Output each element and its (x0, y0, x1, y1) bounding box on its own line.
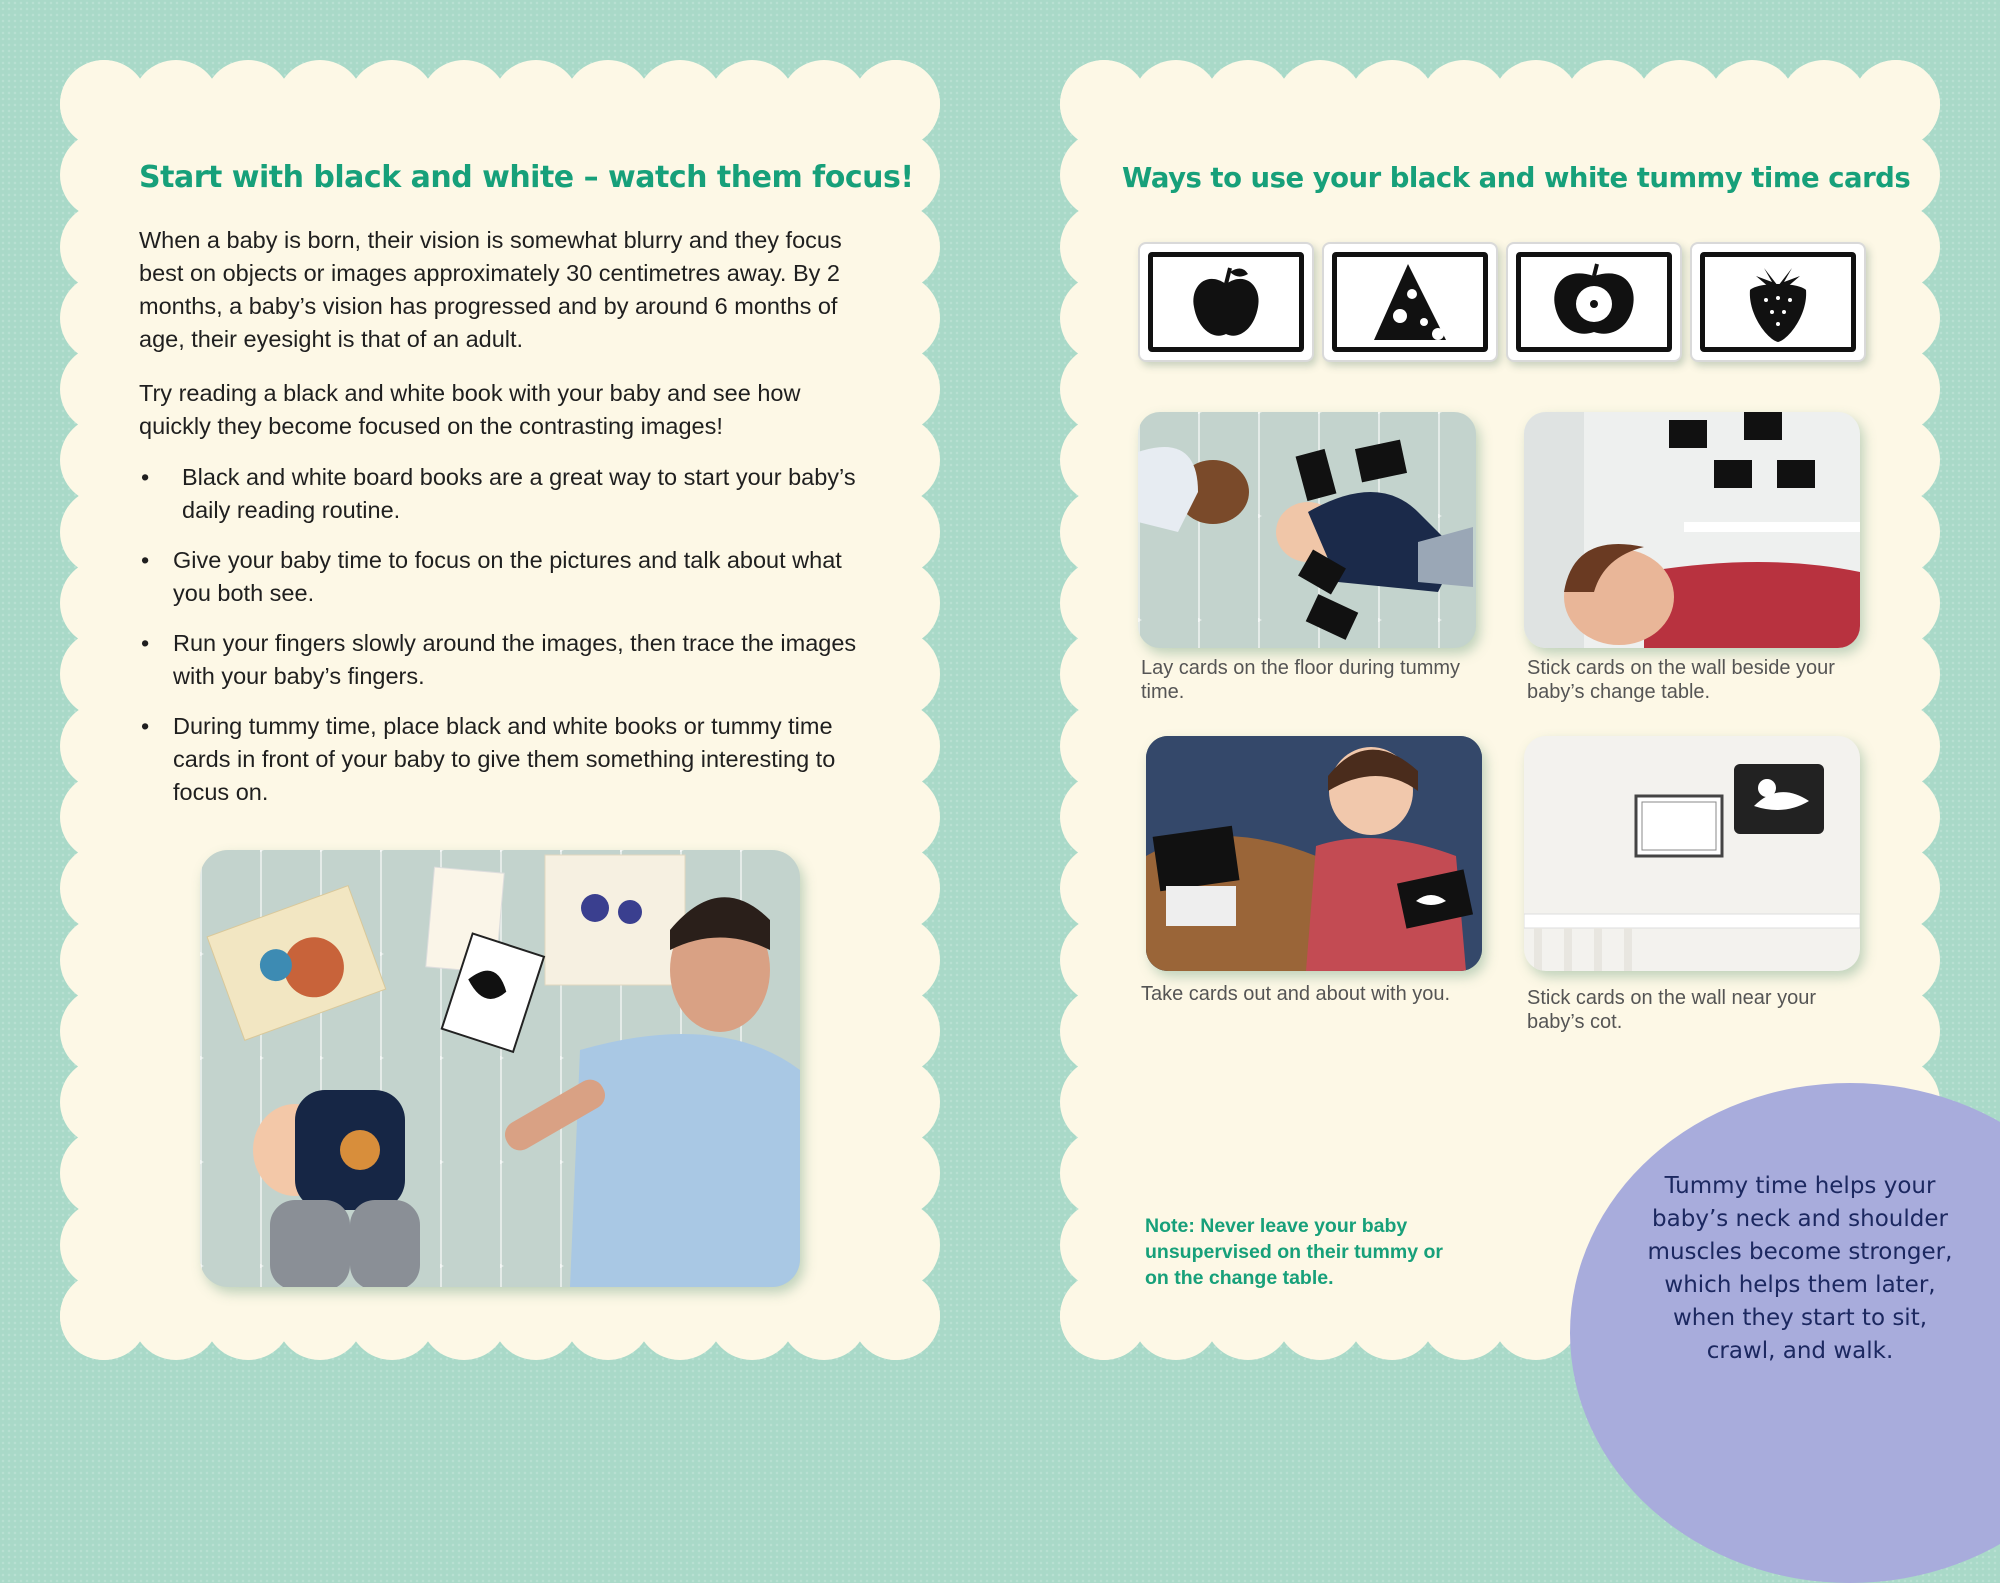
apple-card (1138, 242, 1314, 362)
wall-cot-photo (1524, 736, 1860, 971)
list-item (139, 461, 879, 527)
safety-note: Note: Never leave your baby unsupervised on their tummy or on the change table. (1145, 1215, 1443, 1289)
list-item (139, 627, 879, 693)
list-item (139, 710, 879, 809)
caption-cot: Stick cards on the wall near your baby’s cot. (1527, 987, 1817, 1033)
cheese-icon (1368, 260, 1452, 344)
cheese-card (1322, 242, 1498, 362)
pumpkin-icon (1549, 262, 1639, 342)
bullet-icon: • (141, 547, 150, 573)
tip-text: Black and white board books are a great way to start your baby’s daily reading routine. (182, 464, 856, 523)
tip-text: Run your fingers slowly around the images, then trace the images with your baby’s fingers. (173, 630, 857, 689)
pumpkin-card (1506, 242, 1682, 362)
intro-paragraph-vision: When a baby is born, their vision is somewhat blurry and they focus best on objects or images approximately 30 centimetres away. By 2 months, a baby’s vision has progressed and by around 6 months of age, their eyesight is that of an adult. (139, 227, 842, 352)
list-item (139, 544, 879, 610)
tips-list (139, 461, 879, 826)
apple-icon (1186, 262, 1266, 342)
panel-scallop (60, 1272, 148, 1360)
bullet-icon: • (141, 630, 150, 656)
out-and-about-photo (1146, 736, 1482, 971)
floor-cards-photo (1138, 412, 1476, 648)
bullet-icon: • (141, 713, 150, 739)
callout-text: Tummy time helps your baby’s neck and shoulder muscles become stronger, which helps them later, when they start to sit, crawl, and walk. (1647, 1173, 1953, 1364)
panel-scallop (1060, 1272, 1148, 1360)
caption-change-table: Stick cards on the wall beside your baby’s change table. (1527, 657, 1835, 703)
strawberry-icon (1738, 260, 1818, 344)
tip-text: During tummy time, place black and white books or tummy time cards in front of your baby to give them something interesting to focus on. (173, 713, 836, 805)
caption-floor: Lay cards on the floor during tummy time. (1141, 657, 1461, 703)
wall-change-table-photo (1524, 412, 1860, 648)
caption-out-and-about: Take cards out and about with you. (1141, 983, 1451, 1005)
panel-scallop (852, 1272, 940, 1360)
tip-text: Give your baby time to focus on the pictures and talk about what you both see. (173, 547, 842, 606)
right-page-title: Ways to use your black and white tummy time cards (1122, 162, 1911, 194)
left-page-title: Start with black and white – watch them focus! (139, 160, 914, 195)
parent-reading-photo (200, 850, 800, 1287)
bullet-icon: • (141, 464, 150, 490)
strawberry-card (1690, 242, 1866, 362)
intro-paragraph-try-reading: Try reading a black and white book with your baby and see how quickly they become focused on the contrasting images! (139, 380, 801, 439)
